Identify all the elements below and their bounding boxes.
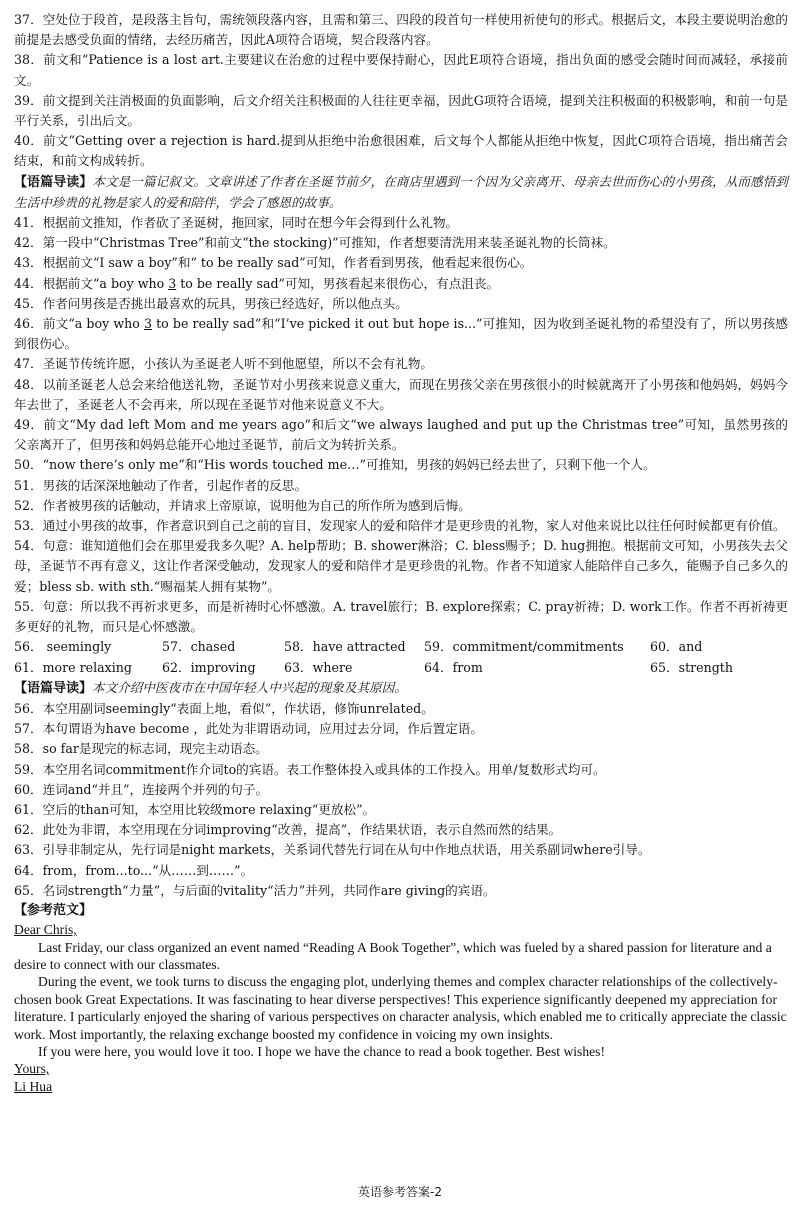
essay-greeting: Dear Chris, (14, 922, 77, 938)
key-61: 61．more relaxing (14, 659, 132, 675)
explain-63: 63．引导非制定从，先行词是night markets，关系词代替先行词在从句中作地点状语，用关系副词where引导。 (14, 842, 651, 858)
explain-60: 60．连词and“并且”，连接两个并列的句子。 (14, 781, 269, 797)
blank-number: 3 (168, 275, 177, 291)
answer-46: 46．前文“a boy who 3 to be really sad”和“I’ve picked it out but hope is...”可推知，因为收到圣诞礼物的希望没有了，所以男孩感到很伤心。 (14, 316, 788, 352)
key-65: 65．strength (650, 659, 733, 675)
explain-59: 59．本空用名词commitment作介词to的宾语。表工作整体投入或具体的工作投入。用单/复数形式均可。 (14, 761, 606, 777)
answer-38: 38．前文和“Patience is a lost art.主要建议在治愈的过程中要保持耐心，因此E项符合语境，指出负面的感受会随时间而减轻，承接前文。 (14, 52, 788, 88)
answer-48: 48．以前圣诞老人总会来给他送礼物，圣诞节对小男孩来说意义重大，而现在男孩父亲在男孩很小的时候就离开了小男孩和他妈妈，妈妈今年去世了，圣诞老人不会再来，所以现在圣诞节对他来说意义不大。 (14, 376, 788, 412)
guide-label: 【语篇导读】 (14, 680, 93, 696)
answer-42: 42．第一段中“Christmas Tree”和前文“the stocking)”可推知，作者想要清洗用来装圣诞礼物的长筒袜。 (14, 235, 616, 251)
explain-56: 56．本空用副词seemingly“表面上地，看似”，作状语，修饰unrelated。 (14, 700, 434, 716)
explain-61: 61．空后的than可知，本空用比较级more relaxing“更放松”。 (14, 801, 376, 817)
answer-37: 37．空处位于段首，是段落主旨句，需统领段落内容，且需和第三、四段的段首句一样使用祈使句的形式。根据后文，本段主要说明治愈的前提是去感受负面的情绪，去经历痛苦，因此A项符合语境，契合段落内容。 (14, 12, 788, 48)
essay-signature: Li Hua (14, 1078, 53, 1094)
key-56: 56． seemingly (14, 639, 112, 655)
explain-57: 57．本句谓语为have become ，此处为非谓语动词，应用过去分词，作后置定语。 (14, 721, 483, 737)
explain-58: 58．so far是现完的标志词，现完主动语态。 (14, 741, 268, 757)
answer-40: 40．前文“Getting over a rejection is hard.提到从拒绝中治愈很困难，后文每个人都能从拒绝中恢复，因此C项符合语境，指出痛苦会结束，和前文构成转折。 (14, 133, 788, 169)
answer-53: 53．通过小男孩的故事，作者意识到自己之前的盲目，发现家人的爱和陪伴才是更珍贵的礼物，家人对他来说比以往任何时候都更有价值。 (14, 518, 786, 534)
essay-paragraph: Last Friday, our class organized an event named “Reading A Book Together”, which was fueled by a shared passion for literature and a desire to connect with our classmates. (14, 939, 772, 972)
model-essay-label: 【参考范文】 (14, 902, 93, 918)
answer-51: 51．男孩的话深深地触动了作者，引起作者的反思。 (14, 477, 308, 493)
guide-text: 本文是一篇记叙文。文章讲述了作者在圣诞节前夕，在商店里遇到一个因为父亲离开、母亲去世而伤心的小男孩，从而感悟到生活中珍贵的礼物是家人的爱和陪伴，学会了感恩的故事。 (14, 173, 788, 210)
essay-paragraph: If you were here, you would love it too. I hope we have the chance to read a book together. Best wishes! (38, 1043, 605, 1059)
explain-64: 64．from，from...to...“从……到……”。 (14, 862, 254, 878)
answer-54: 54．句意：谁知道他们会在那里爱我多久呢？A. help帮助；B. shower淋浴；C. bless赐予；D. hug拥抱。根据前文可知，小男孩失去父母，圣诞节不再有意义，这让作者深受触动，发现家人的爱和陪伴才是更珍贵的礼物。作者不知道家人能陪伴自己多久，能赐予自己多久的爱；bless sb. with sth.“赐福某人拥有某物”。 (14, 538, 788, 594)
guide-label: 【语篇导读】 (14, 174, 93, 190)
answer-39: 39．前文提到关注消极面的负面影响，后文介绍关注积极面的人往往更幸福，因此G项符合语境，提到关注积极面的积极影响，和前一句是平行关系，引出后文。 (14, 92, 788, 129)
answer-key-row-1 (14, 637, 788, 657)
blank-number: 3 (143, 316, 152, 332)
passage-guide-1 (14, 172, 788, 213)
passage-guide-2 (14, 678, 788, 699)
answer-45: 45．作者问男孩是否挑出最喜欢的玩具，男孩已经选好，所以他点头。 (14, 295, 408, 311)
answer-49: 49．前文“My dad left Mom and me years ago”和后文“we always laughed and put up the Christmas tree”可知，虽然男孩的父亲离开了，但男孩和妈妈总能开心地过圣诞节，前后文为转折关系。 (14, 417, 788, 453)
page-footer: 英语参考答案-2 (358, 1185, 442, 1199)
answer-47: 47．圣诞节传统许愿，小孩认为圣诞老人听不到他愿望，所以不会有礼物。 (14, 356, 434, 372)
answer-50: 50．“now there’s only me”和“His words touched me…”可推知，男孩的妈妈已经去世了，只剩下他一个人。 (14, 457, 656, 473)
key-62: 62．improving (162, 659, 256, 675)
answer-44: 44．根据前文“a boy who 3 to be really sad”可知，男孩看起来很伤心，有点沮丧。 (14, 275, 500, 291)
key-64: 64．from (424, 659, 483, 675)
answer-key-row-2 (14, 658, 788, 678)
key-57: 57．chased (162, 639, 236, 655)
key-58: 58．have attracted (284, 639, 406, 655)
essay-closing: Yours, (14, 1061, 50, 1077)
key-60: 60．and (650, 639, 703, 655)
explain-65: 65．名词strength“力量”，与后面的vitality“活力”并列，共同作are giving的宾语。 (14, 882, 496, 898)
guide-text: 本文介绍中医夜市在中国年轻人中兴起的现象及其原因。 (92, 679, 407, 695)
key-59: 59．commitment/commitments (424, 639, 624, 655)
essay-paragraph: During the event, we took turns to discuss the engaging plot, underlying themes and complex character relationships of the collectively-chosen book Great Expectations. It was fascinating to hear diverse perspectives! This experience significantly deepened my appreciation for literature. I particularly enjoyed the sharing of various perspectives on character analysis, which enabled me to critically appreciate the classic work. Most importantly, the relaxing exchange boosted my confidence in voicing my own insights. (14, 974, 787, 1042)
answer-43: 43．根据前文“I saw a boy”和“ to be really sad”可知，作者看到男孩，他看起来很伤心。 (14, 255, 533, 271)
model-essay (14, 921, 788, 1095)
answer-page (14, 10, 788, 1095)
answer-52: 52．作者被男孩的话触动，并请求上帝原谅，说明他为自己的所作所为感到后悔。 (14, 497, 471, 513)
answer-41: 41．根据前文推知，作者砍了圣诞树，拖回家，同时在想今年会得到什么礼物。 (14, 215, 459, 231)
explain-62: 62．此处为非谓，本空用现在分词improving“改善，提高”，作结果状语，表示自然而然的结果。 (14, 822, 562, 838)
key-63: 63．where (284, 659, 353, 675)
answer-55: 55．句意：所以我不再祈求更多，而是祈祷时心怀感激。A. travel旅行；B. explore探索；C. pray祈祷；D. work工作。作者不再祈祷更多更好的礼物，而只是心怀感激。 (14, 598, 788, 635)
